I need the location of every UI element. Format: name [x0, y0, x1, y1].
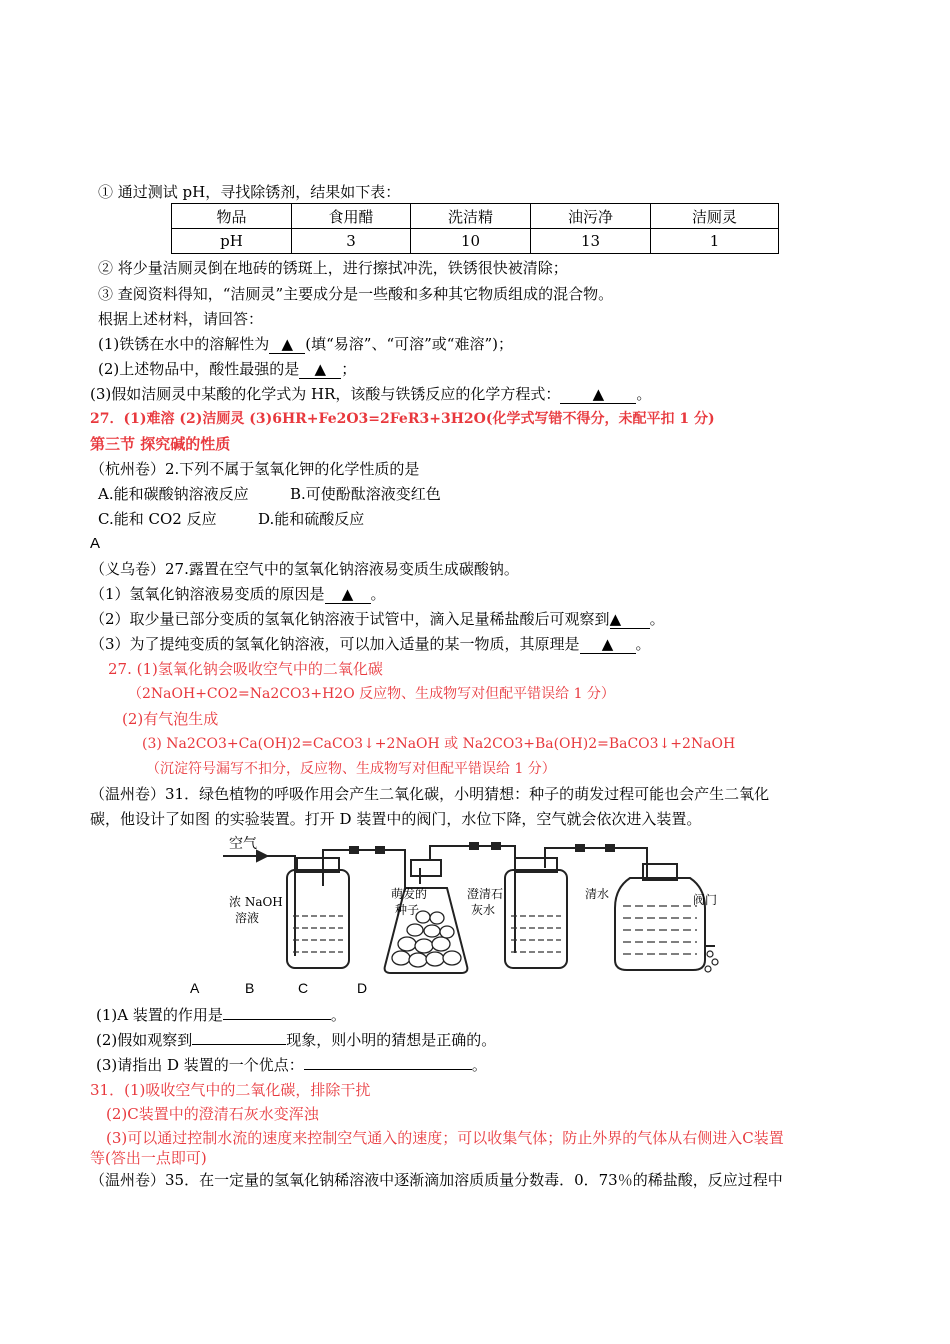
- wz31-part2: [96, 1030, 496, 1050]
- q27-answer: 27．(1)难溶 (2)洁厕灵 (3)6HR+Fe2O3=2FeR3+3H2O(化学式写错不得分，未配平扣 1 分): [90, 411, 715, 427]
- fig-label-air: 空气: [229, 836, 257, 852]
- wz31-question-2: 碳，他设计了如图 的实验装置。打开 D 装置中的阀门，水位下降，空气就会依次进入装置。: [90, 810, 702, 828]
- yw-part3: [90, 634, 651, 654]
- fig-label-lime: 澄清石: [467, 887, 504, 901]
- wz31-answer-3b: 等(答出一点即可): [90, 1149, 207, 1167]
- table-cell: 洁厕灵: [651, 204, 779, 229]
- answer-blank: [192, 1044, 286, 1045]
- wz35-question: （温州卷）35．在一定量的氢氧化钠稀溶液中逐渐滴加溶质质量分数毒．0．73％的稀盐酸，反应过程中: [90, 1171, 783, 1189]
- fig-label-lime-2: 灰水: [471, 903, 496, 917]
- question-text: (3)请指出 D 装置的一个优点：: [96, 1056, 304, 1074]
- table-cell: 10: [411, 229, 531, 254]
- answer-blank: ▲: [299, 361, 341, 379]
- wz31-answer-1: 31．(1)吸收空气中的二氧化碳，排除干扰: [90, 1081, 371, 1099]
- table-cell: pH: [172, 229, 292, 254]
- fig-caption-c: C: [298, 980, 309, 996]
- question-text: 。: [649, 610, 665, 628]
- answer-blank: ▲: [560, 386, 636, 404]
- question-text: (1)铁锈在水中的溶解性为: [98, 335, 270, 353]
- yw-question: （义乌卷）27.露置在空气中的氢氧化钠溶液易变质生成碳酸钠。: [90, 560, 519, 578]
- table-cell: 1: [651, 229, 779, 254]
- intro-line-4: 根据上述材料，请回答：: [98, 310, 264, 328]
- table-cell: 食用醋: [292, 204, 411, 229]
- hz-answer: A: [90, 535, 101, 552]
- yw-part1: [90, 584, 386, 604]
- answer-blank: ▲: [580, 636, 636, 654]
- yw-answer-1: 27. (1)氢氧化钠会吸收空气中的二氧化碳: [108, 660, 383, 678]
- answer-blank: ▲: [325, 586, 371, 604]
- answer-blank: ▲: [610, 611, 650, 629]
- fig-caption-a: A: [190, 980, 200, 996]
- answer-blank: ▲: [269, 336, 305, 354]
- fig-label-valve: 阀门: [693, 893, 718, 907]
- table-cell: 油污净: [531, 204, 651, 229]
- fig-label-naoh: 浓 NaOH: [229, 895, 283, 909]
- question-text: (3)假如洁厕灵中某酸的化学式为 HR，该酸与铁锈反应的化学方程式：: [90, 385, 561, 403]
- fig-label-naoh-2: 溶液: [235, 911, 260, 925]
- answer-blank: [304, 1069, 472, 1070]
- yw-answer-3: (3) Na2CO3+Ca(OH)2=CaCO3↓+2NaOH 或 Na2CO3+Ba(OH)2=BaCO3↓+2NaOH: [142, 736, 736, 752]
- apparatus-figure: [215, 828, 725, 980]
- q27-part1: [98, 334, 513, 354]
- intro-line-2: ② 将少量洁厕灵倒在地砖的锈斑上，进行擦拭冲洗，铁锈很快被清除；: [98, 259, 568, 277]
- question-text: (1)A 装置的作用是: [96, 1006, 223, 1024]
- question-text: 。: [330, 1006, 346, 1024]
- table-row: [172, 229, 779, 254]
- hz-option-b: B.可使酚酞溶液变红色: [290, 485, 441, 503]
- wz31-part1: [96, 1005, 346, 1025]
- hz-option-c: C.能和 CO2 反应: [98, 510, 217, 528]
- question-text: （3）为了提纯变质的氢氧化钠溶液，可以加入适量的某一物质，其原理是: [90, 635, 580, 653]
- wz31-answer-2: (2)C装置中的澄清石灰水变浑浊: [106, 1105, 319, 1123]
- hz-option-d: D.能和硫酸反应: [258, 510, 365, 528]
- question-text: （2）取少量已部分变质的氢氧化钠溶液于试管中，滴入足量稀盐酸后可观察到: [90, 610, 610, 628]
- question-text: 。: [471, 1056, 487, 1074]
- question-text: 现象，则小明的猜想是正确的。: [286, 1031, 497, 1049]
- wz31-part3: [96, 1055, 487, 1075]
- section-title: 第三节 探究碱的性质: [90, 435, 231, 453]
- yw-answer-2: (2)有气泡生成: [122, 710, 219, 728]
- q27-part2: [98, 359, 356, 379]
- q27-part3: [90, 384, 651, 404]
- table-cell: 13: [531, 229, 651, 254]
- question-text: （1）氢氧化钠溶液易变质的原因是: [90, 585, 325, 603]
- fig-label-seed-2: 种子: [395, 903, 420, 917]
- question-text: ；: [341, 360, 357, 378]
- fig-label-water: 清水: [585, 887, 610, 901]
- yw-answer-1b: （2NaOH+CO2=Na2CO3+H2O 反应物、生成物写对但配平错误给 1 分）: [128, 686, 615, 702]
- yw-answer-3b: （沉淀符号漏写不扣分，反应物、生成物写对但配平错误给 1 分）: [146, 761, 556, 777]
- wz31-question: （温州卷）31．绿色植物的呼吸作用会产生二氧化碳，小明猜想：种子的萌发过程可能也会产生二氧化: [90, 785, 770, 803]
- yw-part2: [90, 609, 665, 629]
- hz-option-a: A.能和碳酸钠溶液反应: [98, 485, 249, 503]
- table-cell: 物品: [172, 204, 292, 229]
- answer-blank: [223, 1019, 331, 1020]
- fig-caption-b: B: [245, 980, 255, 996]
- hz-question: （杭州卷）2.下列不属于氢氧化钾的化学性质的是: [90, 460, 420, 478]
- ph-table: [171, 203, 779, 254]
- question-text: (2)假如观察到: [96, 1031, 193, 1049]
- wz31-answer-3: (3)可以通过控制水流的速度来控制空气通入的速度；可以收集气体；防止外界的气体从右侧进入C装置: [106, 1129, 784, 1147]
- table-cell: 洗洁精: [411, 204, 531, 229]
- table-cell: 3: [292, 229, 411, 254]
- table-row: [172, 204, 779, 229]
- fig-label-seed: 萌发的: [391, 887, 428, 901]
- question-text: 。: [370, 585, 386, 603]
- question-text: 。: [635, 635, 651, 653]
- question-text: 。: [636, 385, 652, 403]
- question-text: (2)上述物品中，酸性最强的是: [98, 360, 300, 378]
- question-text: (填“易溶”、“可溶”或“难溶”)；: [305, 335, 513, 353]
- intro-line-1: ① 通过测试 pH，寻找除锈剂，结果如下表：: [98, 183, 401, 201]
- fig-caption-d: D: [357, 980, 368, 996]
- intro-line-3: ③ 查阅资料得知，“洁厕灵”主要成分是一些酸和多种其它物质组成的混合物。: [98, 285, 614, 303]
